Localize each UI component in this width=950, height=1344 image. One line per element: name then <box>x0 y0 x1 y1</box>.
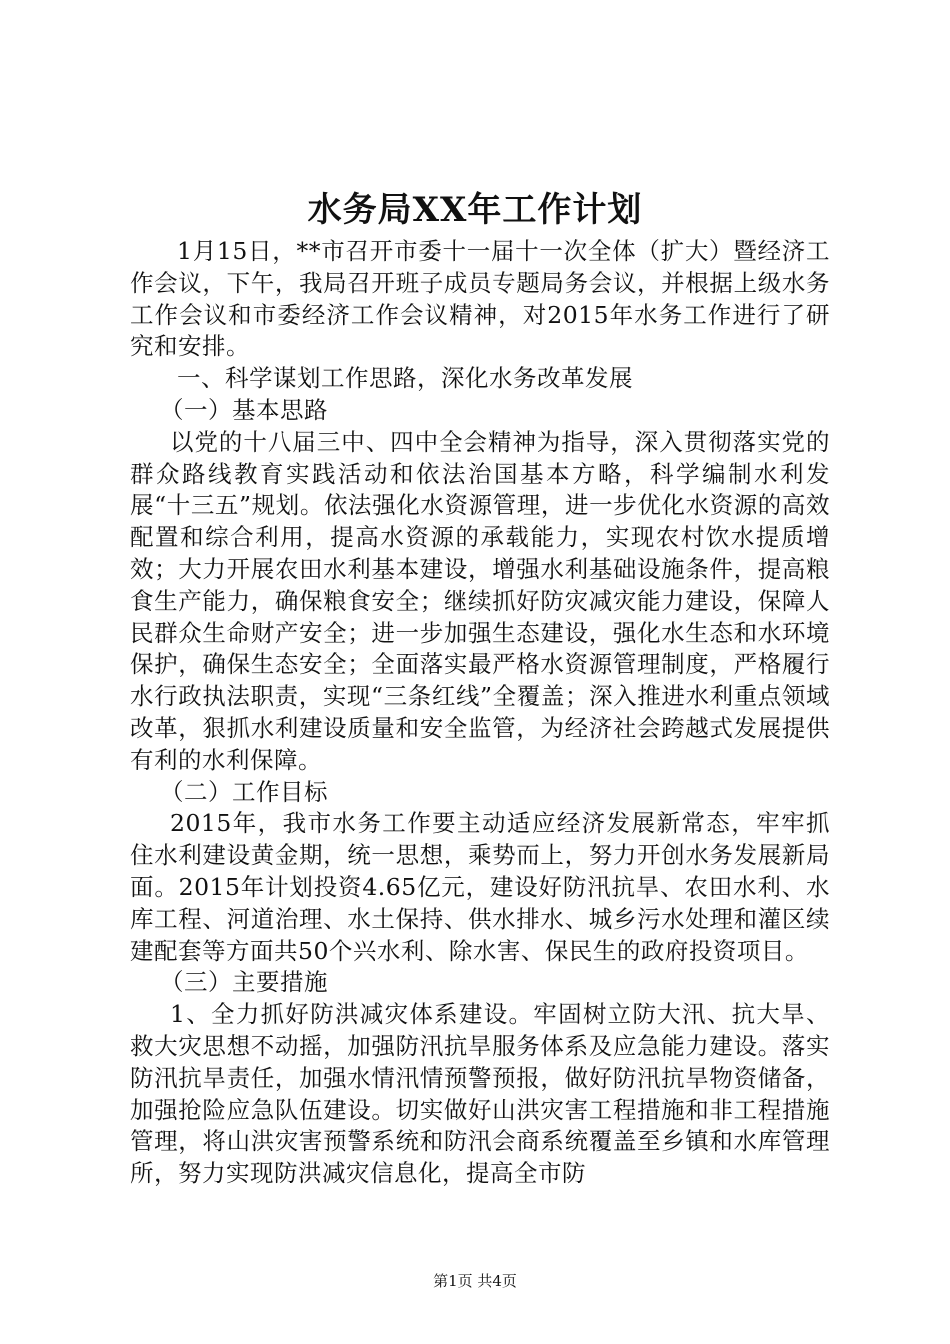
subsection-heading-work-goals: （二）工作目标 <box>160 777 328 806</box>
page-number-footer: 第1页 共4页 <box>433 1272 517 1290</box>
paragraph-main-measures: 1、全力抓好防洪减灾体系建设。牢固树立防大汛、抗大旱、救大灾思想不动摇，加强防汛抗旱服务体系及应急能力建设。落实防汛抗旱责任，加强水情汛情预警预报，做好防汛抗旱物资储备，加强抢险应急队伍建设。切实做好山洪灾害工程措施和非工程措施管理，将山洪灾害预警系统和防汛会商系统覆盖至乡镇和水库管理所，努力实现防洪减灾信息化，提高全市防 <box>130 1000 830 1188</box>
subsection-heading-main-measures: （三）主要措施 <box>160 968 328 997</box>
paragraph-intro: 1月15日，**市召开市委十一届十一次全体（扩大）暨经济工作会议，下午，我局召开班子成员专题局务会议，并根据上级水务工作会议和市委经济工作会议精神，对2015年水务工作进行了研究和安排。 <box>130 237 830 361</box>
paragraph-work-goals: 2015年，我市水务工作要主动适应经济发展新常态，牢牢抓住水利建设黄金期，统一思想，乘势而上，努力开创水务发展新局面。2015年计划投资4.65亿元，建设好防汛抗旱、农田水利、水库工程、河道治理、水土保持、供水排水、城乡污水处理和灌区续建配套等方面共50个兴水利、除水害、保民生的政府投资项目。 <box>130 809 830 965</box>
document-title: 水务局XX年工作计划 <box>307 190 643 230</box>
section-heading-1: 一、科学谋划工作思路，深化水务改革发展 <box>177 364 633 393</box>
paragraph-basic-approach: 以党的十八届三中、四中全会精神为指导，深入贯彻落实党的群众路线教育实践活动和依法治国基本方略，科学编制水利发展“十三五”规划。依法强化水资源管理，进一步优化水资源的高效配置和综合利用，提高水资源的承载能力，实现农村饮水提质增效；大力开展农田水利基本建设，增强水利基础设施条件，提高粮食生产能力，确保粮食安全；继续抓好防灾减灾能力建设，保障人民群众生命财产安全；进一步加强生态建设，强化水生态和水环境保护，确保生态安全；全面落实最严格水资源管理制度，严格履行水行政执法职责，实现“三条红线”全覆盖；深入推进水利重点领域改革，狠抓水利建设质量和安全监管，为经济社会跨越式发展提供有利的水利保障。 <box>130 427 830 774</box>
subsection-heading-basic-approach: （一）基本思路 <box>160 395 328 424</box>
document-body <box>130 236 830 1190</box>
